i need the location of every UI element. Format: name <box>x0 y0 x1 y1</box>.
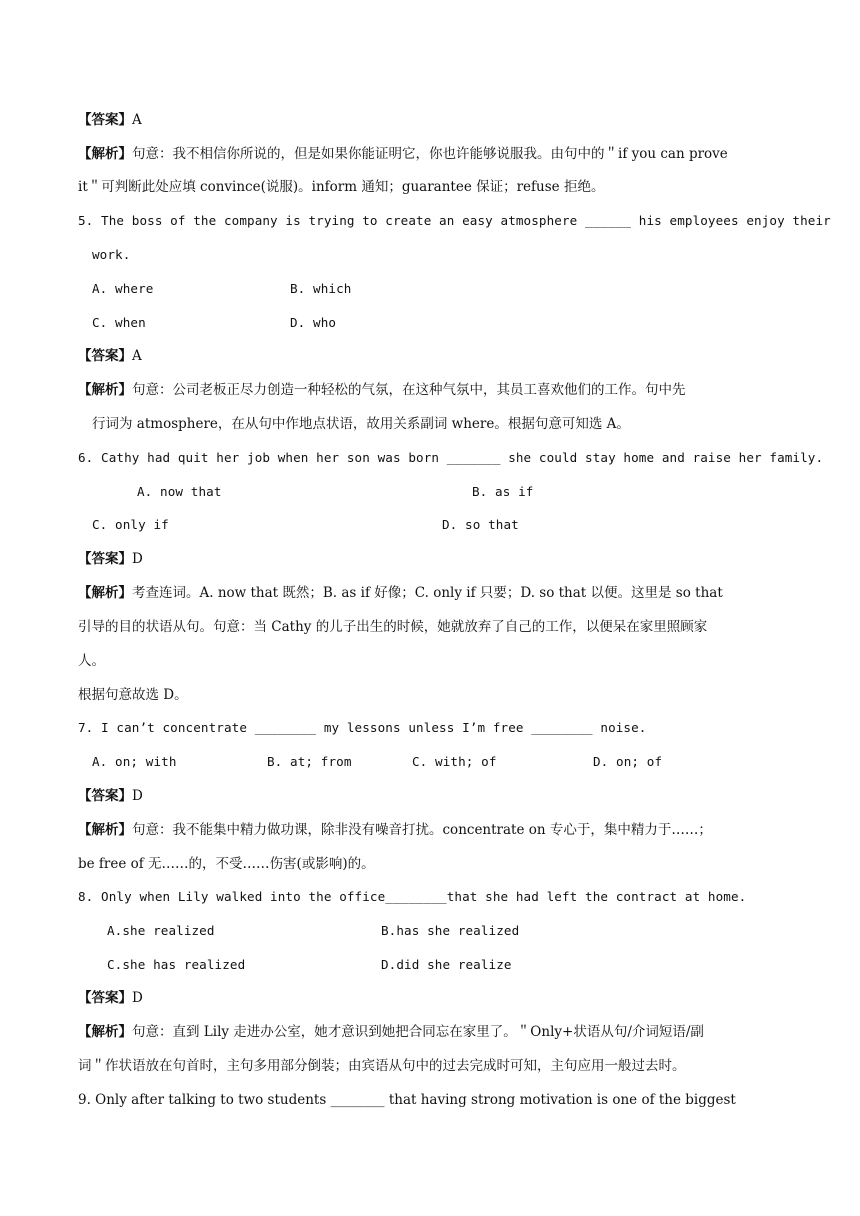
answer-line-q8 <box>78 989 143 1007</box>
answer-tag: 【答案】 <box>78 788 132 804</box>
analysis-line-q6-4: 根据句意故选 D。 <box>78 687 188 703</box>
analysis-tag: 【解析】 <box>78 585 132 601</box>
question-6-option-a: A. now that <box>137 484 222 499</box>
analysis-line-q8-2: 词＂作状语放在句首时，主句多用部分倒装；由宾语从句中的过去完成时可知，主句应用一般过去时。 <box>78 1058 686 1074</box>
question-5-option-c: C. when <box>92 315 146 330</box>
answer-value: A <box>132 348 142 364</box>
question-6-option-b: B. as if <box>472 484 534 499</box>
answer-line-q5 <box>78 347 142 365</box>
question-7-option-a: A. on; with <box>92 754 177 769</box>
answer-value: D <box>132 788 143 804</box>
analysis-line-q8-1 <box>78 1023 704 1041</box>
analysis-line-q6-3: 人。 <box>78 653 105 669</box>
answer-tag: 【答案】 <box>78 551 132 567</box>
analysis-line-q5-2: 行词为 atmosphere，在从句中作地点状语，故用关系副词 where。根据句意可知选 A。 <box>92 416 630 432</box>
question-8-option-c: C.she has realized <box>107 957 246 972</box>
question-8-option-a: A.she realized <box>107 923 215 938</box>
question-6-stem: 6. Cathy had quit her job when her son was born _______ she could stay home and raise her family. <box>78 450 824 465</box>
analysis-line-q7-2: be free of 无……的，不受……伤害(或影响)的。 <box>78 856 375 872</box>
question-5-option-b: B. which <box>290 281 352 296</box>
question-9-stem: 9. Only after talking to two students ________ that having strong motivation is one of the biggest <box>78 1092 736 1108</box>
question-7-option-c: C. with; of <box>412 754 497 769</box>
question-6-option-c: C. only if <box>92 517 169 532</box>
analysis-line-q4-2: it＂可判断此处应填 convince(说服)。inform 通知；guarantee 保证；refuse 拒绝。 <box>78 179 605 195</box>
analysis-line-q7-1 <box>78 821 712 839</box>
analysis-line-q4-1 <box>78 145 728 163</box>
analysis-line-q5-1 <box>78 381 686 399</box>
analysis-text: 句意：直到 Lily 走进办公室，她才意识到她把合同忘在家里了。＂Only+状语从句/介词短语/副 <box>132 1024 704 1040</box>
question-8-option-d: D.did she realize <box>381 957 512 972</box>
question-5-stem-cont: work. <box>92 247 131 262</box>
answer-line-q4 <box>78 111 142 129</box>
analysis-text: 考查连词。A. now that 既然；B. as if 好像；C. only if 只要；D. so that 以便。这里是 so that <box>132 585 723 601</box>
answer-line-q7 <box>78 787 143 805</box>
analysis-text: 句意：我不能集中精力做功课，除非没有噪音打扰。concentrate on 专心于，集中精力于……； <box>132 822 712 838</box>
question-7-option-d: D. on; of <box>593 754 663 769</box>
analysis-tag: 【解析】 <box>78 1024 132 1040</box>
question-7-option-b: B. at; from <box>267 754 352 769</box>
analysis-line-q6-2: 引导的目的状语从句。句意：当 Cathy 的儿子出生的时候，她就放弃了自己的工作，以便呆在家里照顾家 <box>78 619 708 635</box>
analysis-tag: 【解析】 <box>78 382 132 398</box>
question-6-option-d: D. so that <box>442 517 519 532</box>
question-5-stem: 5. The boss of the company is trying to create an easy atmosphere ______ his employees enjoy their <box>78 213 831 228</box>
analysis-tag: 【解析】 <box>78 822 132 838</box>
question-8-option-b: B.has she realized <box>381 923 520 938</box>
analysis-text: 句意：我不相信你所说的，但是如果你能证明它，你也许能够说服我。由句中的＂if you can prove <box>132 146 728 162</box>
question-5-option-a: A. where <box>92 281 154 296</box>
question-5-option-d: D. who <box>290 315 337 330</box>
answer-tag: 【答案】 <box>78 348 132 364</box>
answer-value: A <box>132 112 142 128</box>
answer-value: D <box>132 551 143 567</box>
answer-tag: 【答案】 <box>78 990 132 1006</box>
answer-tag: 【答案】 <box>78 112 132 128</box>
analysis-tag: 【解析】 <box>78 146 132 162</box>
question-7-stem: 7. I can’t concentrate ________ my lessons unless I’m free ________ noise. <box>78 720 647 735</box>
question-8-stem: 8. Only when Lily walked into the office________that she had left the contract at home. <box>78 889 747 904</box>
answer-value: D <box>132 990 143 1006</box>
analysis-line-q6-1 <box>78 584 723 602</box>
analysis-text: 句意：公司老板正尽力创造一种轻松的气氛，在这种气氛中，其员工喜欢他们的工作。句中先 <box>132 382 686 398</box>
answer-line-q6 <box>78 550 143 568</box>
